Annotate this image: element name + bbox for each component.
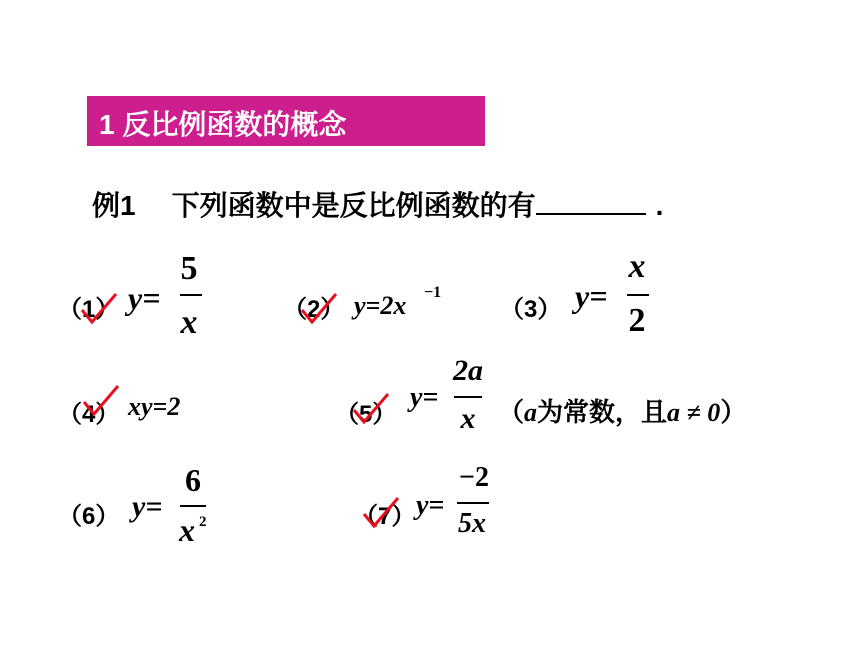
question-text: 下列函数中是反比例函数的有 (171, 190, 536, 221)
condition-text: 为常数，且 (537, 397, 668, 427)
item-3-label: （3） (500, 296, 562, 323)
check-mark-icon (80, 292, 120, 333)
item-7-numerator: −2 (459, 462, 489, 493)
question-line (92, 184, 663, 224)
item-4-label: （4） (58, 401, 120, 428)
item-5-denominator: x (460, 402, 476, 435)
item-5-numerator: 2a (453, 354, 483, 387)
section-title: 1 反比例函数的概念 (99, 109, 347, 140)
item-6-lhs: y= (132, 490, 163, 523)
item-6-den-exponent: 2 (199, 514, 207, 530)
item-7-label: （7） (354, 503, 416, 530)
item-6-fraction-bar (180, 505, 206, 507)
item-1-denominator: x (180, 304, 198, 341)
question-prefix: 例1 (92, 190, 136, 221)
check-mark-icon (300, 292, 340, 333)
item-1-label: （1） (58, 296, 120, 323)
item-3-lhs: y= (575, 278, 608, 314)
item-5-condition (498, 392, 746, 429)
section-banner (87, 96, 485, 146)
check-mark-icon (82, 384, 122, 425)
item-7-fraction-bar (457, 502, 489, 504)
item-2-label: （2） (283, 296, 345, 323)
check-mark-icon (362, 496, 402, 537)
item-5-label: （5） (335, 401, 397, 428)
item-4-expr: xy=2 (128, 392, 181, 421)
item-5-fraction-bar (454, 396, 482, 398)
item-3-denominator: 2 (628, 302, 646, 339)
question-suffix: . (655, 190, 664, 221)
item-2-exponent: −1 (424, 284, 442, 301)
condition-close: ） (720, 397, 747, 427)
item-5-lhs: y= (410, 382, 439, 413)
item-6-denominator: x (179, 512, 195, 548)
item-2-expr: y=2x (354, 291, 407, 320)
item-6-numerator: 6 (185, 462, 201, 498)
item-7-denominator: 5x (458, 508, 486, 539)
item-1-numerator: 5 (180, 250, 198, 287)
item-3-fraction-bar (627, 294, 649, 296)
condition-open: （ (498, 397, 525, 427)
item-6-label: （6） (58, 503, 120, 530)
item-3-numerator: x (628, 248, 646, 285)
item-1-lhs: y= (128, 280, 161, 316)
answer-blank (536, 191, 646, 215)
condition-a: a (524, 398, 538, 427)
item-7-lhs: y= (416, 490, 445, 521)
item-1-fraction-bar (180, 294, 202, 296)
condition-expr: a ≠ 0 (667, 398, 721, 427)
check-mark-icon (352, 392, 392, 433)
